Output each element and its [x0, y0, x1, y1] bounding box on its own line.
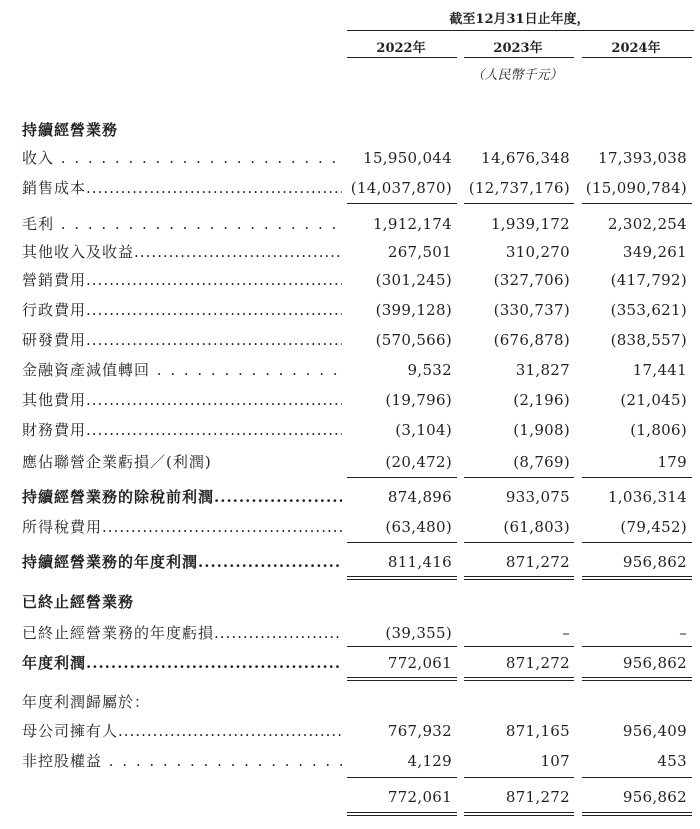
- row-label: 持續經營業務的年度利潤 .....: [22, 549, 342, 575]
- row-label: 營銷費用 .....: [22, 267, 342, 293]
- year-2024-header: 2024年: [611, 41, 661, 56]
- value-2024: (15,090,784): [585, 179, 687, 197]
- value-2023: 871,272: [505, 788, 570, 806]
- section-title: 持續經營業務: [22, 121, 119, 139]
- subtotal-rule: [347, 646, 457, 647]
- value-2023: 871,165: [505, 722, 570, 740]
- year-rule-2022: [347, 57, 457, 58]
- row-cost-of-sales: [0, 175, 700, 201]
- row-income-tax: [0, 514, 700, 540]
- value-2023: 107: [540, 752, 570, 770]
- total-rule: [347, 579, 457, 580]
- total-rule: [582, 812, 692, 813]
- value-2024: 179: [657, 453, 687, 471]
- row-finance-costs: [0, 417, 700, 443]
- value-2022: 874,896: [387, 488, 452, 506]
- value-2024: (21,045): [620, 391, 687, 409]
- value-2023: (330,737): [493, 301, 570, 319]
- subtotal-rule: [347, 542, 457, 543]
- row-label: 銷售成本 .....: [22, 175, 342, 201]
- row-profit-continuing: [0, 549, 700, 575]
- total-rule: [464, 815, 574, 816]
- value-2022: 772,061: [387, 654, 452, 672]
- value-2024: 17,441: [632, 361, 687, 379]
- total-rule: [347, 815, 457, 816]
- row-label: 財務費用 .....: [22, 417, 342, 443]
- year-rule-2024: [582, 57, 692, 58]
- value-2023: 31,827: [515, 361, 570, 379]
- value-2023: (8,769): [513, 453, 570, 471]
- value-2023: 871,272: [505, 654, 570, 672]
- value-2023: 1,939,172: [490, 215, 570, 233]
- row-other-income: [0, 239, 700, 265]
- value-2022: (3,104): [395, 421, 452, 439]
- value-2022: 15,950,044: [363, 149, 452, 167]
- unit-caption: （人民幣千元）: [471, 68, 563, 83]
- value-2024: (1,806): [630, 421, 687, 439]
- value-2024: (79,452): [620, 518, 687, 536]
- total-rule: [347, 677, 457, 678]
- total-rule: [582, 579, 692, 580]
- total-rule: [464, 812, 574, 813]
- section-discontinued: [0, 589, 700, 615]
- value-2022: (20,472): [385, 453, 452, 471]
- subtotal-rule: [347, 777, 457, 778]
- total-rule: [464, 576, 574, 577]
- row-label: 其他費用 .....: [22, 387, 342, 413]
- subtotal-rule: [582, 477, 692, 478]
- row-total-attributable: [0, 784, 700, 810]
- value-2022: (39,355): [385, 624, 452, 642]
- value-2024: 349,261: [622, 243, 687, 261]
- value-2024: 1,036,314: [607, 488, 687, 506]
- row-associates: [0, 449, 700, 475]
- total-rule: [464, 579, 574, 580]
- total-rule: [464, 677, 574, 678]
- row-owners: [0, 718, 700, 744]
- subtotal-rule: [464, 477, 574, 478]
- value-2024: (353,621): [610, 301, 687, 319]
- row-label: 已終止經營業務的年度虧損 .....: [22, 620, 342, 646]
- subtotal-rule: [582, 203, 692, 204]
- row-admin: [0, 297, 700, 323]
- total-rule: [582, 576, 692, 577]
- row-revenue: [0, 145, 700, 171]
- row-label: 所得稅費用 .....: [22, 514, 342, 540]
- row-label: 行政費用 .....: [22, 297, 342, 323]
- section-title: 已終止經營業務: [22, 593, 135, 611]
- value-2022: (19,796): [385, 391, 452, 409]
- section-continuing: [0, 117, 700, 143]
- value-2024: 453: [657, 752, 687, 770]
- subtotal-rule: [582, 542, 692, 543]
- value-2022: 4,129: [407, 752, 452, 770]
- row-impairment-reversal: [0, 357, 700, 383]
- year-rule-2023: [464, 57, 574, 58]
- value-2024: 956,862: [622, 654, 687, 672]
- subtotal-rule: [464, 777, 574, 778]
- value-2023: 14,676,348: [481, 149, 570, 167]
- row-label: 年度利潤 .....: [22, 650, 342, 676]
- row-other-expenses: [0, 387, 700, 413]
- value-2023: (12,737,176): [468, 179, 570, 197]
- total-rule: [582, 680, 692, 681]
- value-2022: 1,912,174: [372, 215, 452, 233]
- section-title: 年度利潤歸屬於：: [22, 693, 151, 711]
- value-2022: 767,932: [387, 722, 452, 740]
- subtotal-rule: [464, 542, 574, 543]
- value-2024: 17,393,038: [598, 149, 687, 167]
- value-2022: 9,532: [407, 361, 452, 379]
- total-rule: [464, 680, 574, 681]
- year-2023-header: 2023年: [493, 41, 543, 56]
- value-2023: (676,878): [493, 331, 570, 349]
- value-2024: (838,557): [610, 331, 687, 349]
- value-2024: (417,792): [610, 271, 687, 289]
- total-rule: [582, 677, 692, 678]
- total-rule: [347, 680, 457, 681]
- subtotal-rule: [347, 203, 457, 204]
- subtotal-rule: [582, 777, 692, 778]
- period-header: 截至12月31日止年度，: [449, 12, 590, 27]
- row-label: 收入 . . .: [22, 145, 342, 171]
- value-2022: (399,128): [375, 301, 452, 319]
- total-rule: [347, 812, 457, 813]
- row-label: 非控股權益 . . .: [22, 748, 342, 774]
- value-2023: 310,270: [505, 243, 570, 261]
- row-nci: [0, 748, 700, 774]
- row-marketing: [0, 267, 700, 293]
- value-2023: 871,272: [505, 553, 570, 571]
- value-2022: 772,061: [387, 788, 452, 806]
- row-profit-before-tax: [0, 484, 700, 510]
- value-2022: (301,245): [375, 271, 452, 289]
- row-label: 其他收入及收益 .....: [22, 239, 342, 265]
- value-2024: 956,862: [622, 553, 687, 571]
- year-2022-header: 2022年: [376, 41, 426, 56]
- value-2022: (63,480): [385, 518, 452, 536]
- period-header-rule: [347, 30, 694, 31]
- value-2024: 956,862: [622, 788, 687, 806]
- row-label: 母公司擁有人 .....: [22, 718, 342, 744]
- value-2022: 811,416: [387, 553, 452, 571]
- value-2024: –: [679, 624, 687, 642]
- row-rnd: [0, 327, 700, 353]
- value-2023: (2,196): [513, 391, 570, 409]
- value-2022: (570,566): [375, 331, 452, 349]
- row-label: 研發費用 .....: [22, 327, 342, 353]
- value-2023: –: [562, 624, 570, 642]
- subtotal-rule: [347, 477, 457, 478]
- row-profit-year: [0, 650, 700, 676]
- subtotal-rule: [464, 646, 574, 647]
- value-2022: (14,037,870): [350, 179, 452, 197]
- row-gross-profit: [0, 211, 700, 237]
- row-loss-discontinued: [0, 620, 700, 646]
- row-label: 金融資產減值轉回 . . .: [22, 357, 342, 383]
- value-2022: 267,501: [387, 243, 452, 261]
- total-rule: [582, 815, 692, 816]
- subtotal-rule: [582, 646, 692, 647]
- total-rule: [347, 576, 457, 577]
- row-label: 應佔聯營企業虧損／(利潤): [22, 453, 212, 471]
- value-2023: 933,075: [505, 488, 570, 506]
- row-label: 毛利 . . .: [22, 211, 342, 237]
- subtotal-rule: [464, 203, 574, 204]
- value-2023: (61,803): [503, 518, 570, 536]
- row-label: 持續經營業務的除稅前利潤 .....: [22, 484, 342, 510]
- value-2024: 956,409: [622, 722, 687, 740]
- value-2024: 2,302,254: [607, 215, 687, 233]
- value-2023: (327,706): [493, 271, 570, 289]
- section-attributable: [0, 689, 700, 715]
- value-2023: (1,908): [513, 421, 570, 439]
